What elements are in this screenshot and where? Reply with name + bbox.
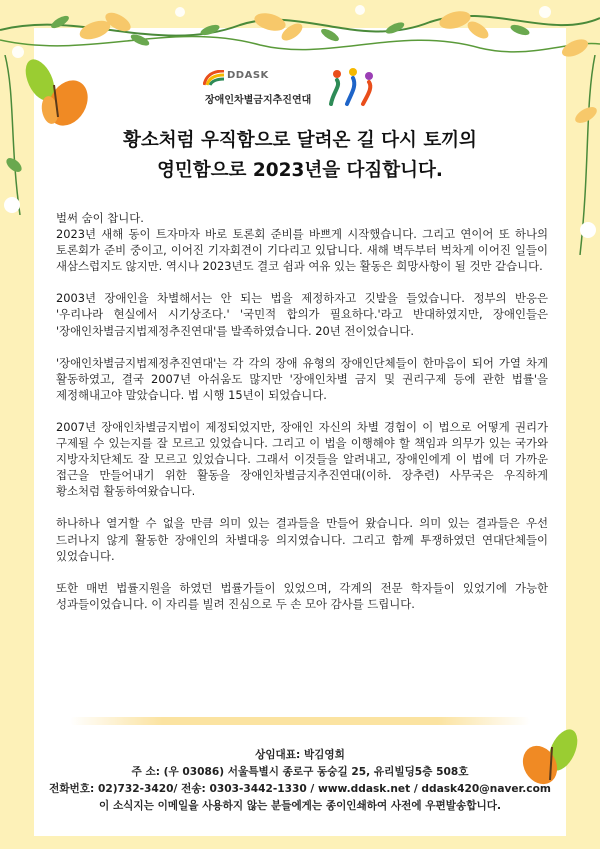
- title-line-2: 영민함으로 2023년을 다짐합니다.: [157, 160, 443, 181]
- dancing-figures-icon: [323, 64, 383, 108]
- paragraph: 하나하나 열거할 수 없을 만큼 의미 있는 결과들을 만들어 왔습니다. 의미 있는 결과들은 우선 드러나지 않게 활동한 장애인의 차별대응 의지였습니다. 그리고 함께 투쟁하였던 연대단체들이 있었습니다.: [56, 516, 548, 563]
- ddask-logo: [195, 64, 420, 110]
- footer-representative: 상임대표: 박김영희: [255, 749, 345, 761]
- paragraph: '장애인차별금지법제정추진연대'는 각 각의 장애 유형의 장애인단체들이 한마음이 되어 가열 차게 활동하였고, 결국 2007년 아쉬움도 많지만 '장애인차별 금지 및 권리구제 등에 관한 법률'을 제정해내고야 말았습니다. 법 시행 15년이 되었습니다.: [56, 355, 548, 402]
- paragraph: 2003년 장애인을 차별해서는 안 되는 법을 제정하자고 깃발을 들었습니다. 정부의 반응은 '우리나라 현실에서 시기상조다.' '국민적 합의가 필요하다.'라고 반대하였지만, 장애인들은 '장애인차별금지법제정추진연대'를 발족하였습니다. 20년 전이었습니다.: [56, 291, 548, 338]
- logo-korean-name: 장애인차별금지추진연대: [205, 95, 312, 106]
- paragraph: 또한 매번 법률지원을 하였던 법률가들이 있었으며, 각계의 전문 학자들이 있었기에 가능한 성과들이었습니다. 이 자리를 빌려 진심으로 두 손 모아 감사를 드립니다.: [56, 580, 548, 611]
- paragraph: 2007년 장애인차별금지법이 제정되었지만, 장애인 자신의 차별 경험이 이 법으로 어떻게 권리가 구제될 수 있는지를 잘 모르고 있었습니다. 그리고 이 법을 이행해야 할 책임과 의무가 있는 국가와 지방자치단체도 잘 모르고 있었습니다. 그래서 이것들을 알려내고, 장애인에게 이 법에 더 가까운 접근을 만들어내기 위한 활동을 장애인차별금지추진연대(이하. 장추련) 사무국은 우직하게 황소처럼 활동하여왔습니다.: [56, 419, 548, 499]
- footer-contact: 전화번호: 02)732-3420/ 전송: 0303-3442-1330 / www.ddask.net / ddask420@naver.com: [49, 783, 551, 795]
- article-body: [56, 210, 548, 628]
- paragraph: 벌써 숨이 찹니다. 2023년 새해 동이 트자마자 바로 토론회 준비를 바쁘게 시작했습니다. 그리고 연이어 또 하나의 토론회가 준비 중이고, 이어진 기자회견이 기다리고 있답니다. 새해 벽두부터 벅차게 이어진 일들이 새삼스럽지도 않지만. 역시나 2023년도 결코 쉼과 여유 있는 활동은 희망사항이 될 것만 같습니다.: [56, 211, 548, 274]
- section-divider: [70, 717, 530, 725]
- organization-footer: [34, 747, 566, 815]
- footer-notice: 이 소식지는 이메일을 사용하지 않는 분들에게는 종이인쇄하여 사전에 우편발송합니다.: [99, 800, 501, 812]
- footer-address: 주 소: (우 03086) 서울특별시 종로구 동숭길 25, 유리빌딩5층 508호: [131, 766, 469, 778]
- ddask-logo-mark-icon: [203, 70, 225, 86]
- newsletter-title: [34, 126, 566, 186]
- title-line-1: 황소처럼 우직함으로 달려온 길 다시 토끼의: [123, 130, 477, 151]
- flower-icon: [560, 55, 600, 255]
- butterfly-icon: [20, 55, 95, 135]
- logo-english-name: DDASK: [227, 70, 269, 81]
